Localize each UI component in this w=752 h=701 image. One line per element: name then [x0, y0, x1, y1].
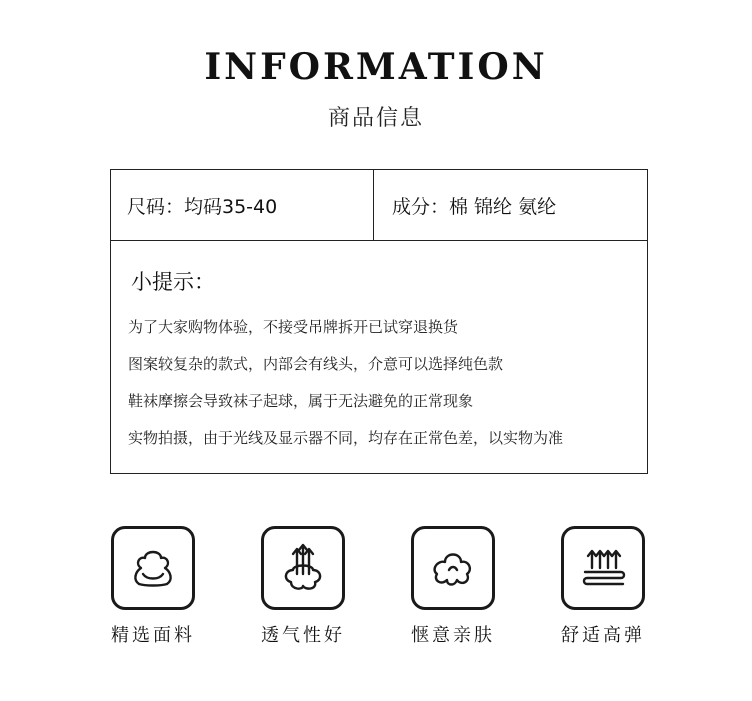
tip-item: 实物拍摄，由于光线及显示器不同，均存在正常色差，以实物为准: [128, 429, 564, 447]
tip-item: 为了大家购物体验，不接受吊牌拆开已试穿退换货: [128, 318, 459, 336]
info-table: [110, 169, 648, 474]
tip-item: 鞋袜摩擦会导致袜子起球，属于无法避免的正常现象: [128, 392, 474, 410]
feature-label: 舒适高弹: [561, 625, 645, 646]
tip-item: 图案较复杂的款式，内部会有线头，介意可以选择纯色款: [128, 355, 504, 373]
fabric-pillow-icon: [111, 526, 195, 610]
feature-label: 惬意亲肤: [411, 625, 495, 646]
feature-label: 透气性好: [261, 625, 345, 646]
feature-skin-friendly: [393, 526, 513, 647]
spec-row: [111, 170, 647, 241]
feature-elastic: [543, 526, 663, 647]
cotton-cloud-icon: [411, 526, 495, 610]
material-cell: 成分：棉 锦纶 氨纶: [392, 195, 557, 218]
feature-fabric: [93, 526, 213, 647]
page-title-cn: 商品信息: [327, 106, 424, 131]
size-cell: 尺码：均码35-40: [111, 170, 374, 240]
page-title-en: INFORMATION: [204, 46, 548, 88]
tips-title: 小提示：: [131, 270, 215, 294]
breathable-icon: [261, 526, 345, 610]
feature-breathable: [243, 526, 363, 647]
feature-label: 精选面料: [111, 625, 195, 646]
elastic-layers-icon: [561, 526, 645, 610]
tips-list: [128, 316, 563, 464]
